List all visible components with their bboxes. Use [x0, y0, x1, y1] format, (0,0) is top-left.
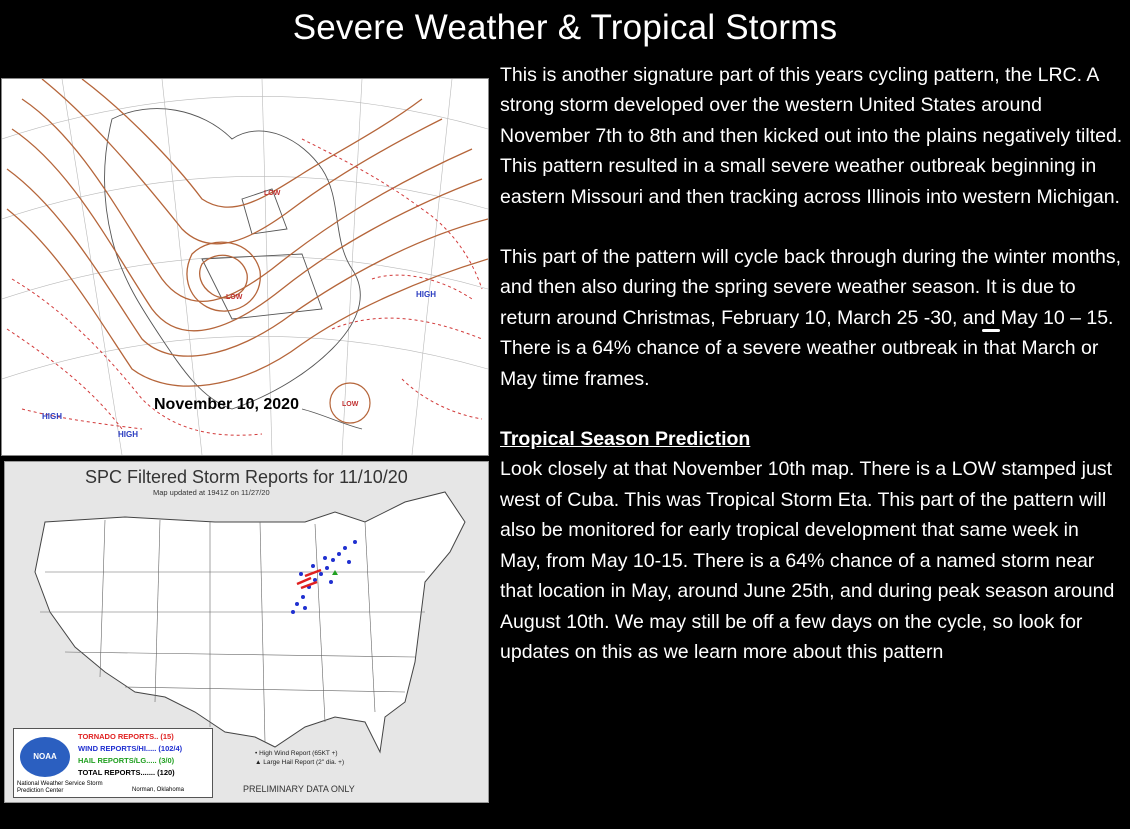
paragraph-lrc: This is another signature part of this years cycling pattern, the LRC. A strong storm developed over the western United States around November 7th to 8th and then kicked out into the plains negatively tilted. This pattern resulted in a small severe weather outbreak beginning in eastern Missouri and then tracking across Illinois into western Michigan.: [500, 64, 1123, 208]
legend-wind: WIND REPORTS/HI..... (102/4): [78, 744, 183, 753]
us-outline: [35, 492, 465, 752]
legend-box: [13, 728, 213, 798]
svg-text:HIGH: HIGH: [42, 412, 62, 421]
tropical-heading: Tropical Season Prediction: [500, 428, 751, 451]
paragraph-tropical: Look closely at that November 10th map. There is a LOW stamped just west of Cuba. This was Tropical Storm Eta. This part of the pattern will also be monitored for early tropical development that same week in May, from May 10-15. There is a 64% chance of a named storm near that location in May, around June 25th, and during peak season around August 10th. We may still be off a few days on the cycle, so look for updates on this as we learn more about this pattern: [500, 458, 1115, 663]
solid-contours: [7, 79, 488, 386]
svg-text:HIGH: HIGH: [118, 430, 138, 439]
legend-agency: National Weather Service Storm Prediction Center: [17, 781, 103, 794]
legend-tornado: TORNADO REPORTS.. (15): [78, 732, 174, 741]
legend-hail: HAIL REPORTS/LG..... (3/0): [78, 756, 175, 765]
legend-location: Norman, Oklahoma: [132, 787, 185, 793]
paragraph-cycle: This part of the pattern will cycle back through during the winter months, and then also during the spring severe weather season. It is due to return around Christmas, February 10, March 25 -30, and May 10 – 15. There is a 64% chance of a severe weather outbreak in that March or May time frames.: [500, 246, 1122, 390]
noaa-logo-icon: NOAA: [20, 737, 70, 777]
spc-map-title: SPC Filtered Storm Reports for 11/10/20: [85, 467, 408, 487]
page-title: Severe Weather & Tropical Storms: [292, 8, 838, 47]
svg-text:LOW: LOW: [226, 294, 243, 301]
svg-text:LOW: LOW: [264, 190, 281, 197]
preliminary-note: PRELIMINARY DATA ONLY: [243, 784, 355, 794]
key-large-hail: ▲ Large Hail Report (2" dia. +): [255, 759, 345, 766]
contour-chart: [2, 79, 488, 455]
key-high-wind: • High Wind Report (65KT +): [255, 750, 338, 757]
legend-total: TOTAL REPORTS....... (120): [78, 768, 175, 777]
pressure-labels: [42, 290, 436, 439]
highlighted-christmas: It is due to return around Christmas,: [500, 276, 1076, 329]
map-date-label: November 10, 2020: [154, 396, 299, 413]
svg-text:HIGH: HIGH: [416, 290, 436, 299]
article-text: [500, 60, 1125, 667]
storm-reports-map: [4, 461, 489, 803]
spc-map-updated: Map updated at 1941Z on 11/27/20: [153, 488, 270, 497]
upper-air-map: [1, 78, 489, 456]
svg-text:LOW: LOW: [342, 401, 359, 408]
coastlines: [105, 109, 363, 429]
